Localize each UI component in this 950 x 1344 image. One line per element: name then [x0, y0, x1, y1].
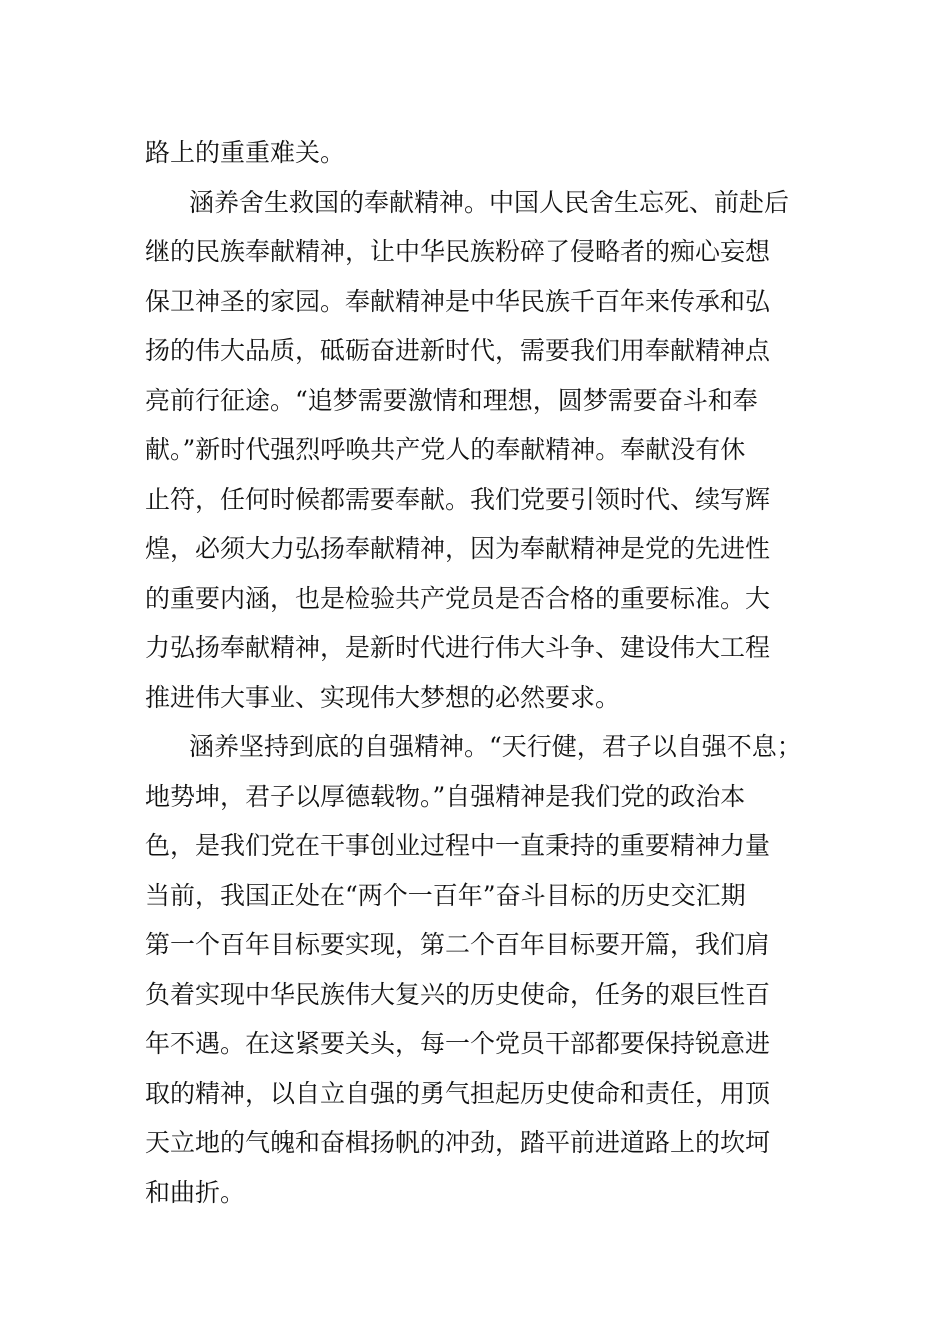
text-line: 亮前行征途。“追梦需要激情和理想，圆梦需要奋斗和奉	[145, 385, 758, 415]
text-line: 扬的伟大品质，砥砺奋进新时代，需要我们用奉献精神点	[145, 336, 771, 365]
text-line: 的重要内涵，也是检验共产党员是否合格的重要标准。大	[145, 583, 771, 613]
text-line: 天立地的气魄和奋楫扬帆的冲劲，踏平前进道路上的坎坷	[145, 1128, 771, 1157]
text-line: 献。”新时代强烈呼唤共产党人的奉献精神。奉献没有休	[145, 435, 746, 464]
text-line: 煌，必须大力弘扬奉献精神，因为奉献精神是党的先进性	[145, 534, 771, 563]
text-line: 止符，任何时候都需要奉献。我们党要引领时代、续写辉	[145, 484, 771, 514]
text-line: 力弘扬奉献精神，是新时代进行伟大斗争、建设伟大工程	[145, 633, 771, 662]
paragraph-first-line: 涵养舍生救国的奉献精神。中国人民舍生忘死、前赴后	[189, 187, 790, 217]
text-line: 色，是我们党在干事创业过程中一直秉持的重要精神力量	[145, 831, 771, 860]
text-line: 保卫神圣的家园。奉献精神是中华民族千百年来传承和弘	[145, 286, 771, 316]
text-line: 负着实现中华民族伟大复兴的历史使命，任务的艰巨性百	[145, 979, 771, 1009]
text-line: 继的民族奉献精神，让中华民族粉碎了侵略者的痴心妄想	[145, 237, 771, 266]
text-line: 第一个百年目标要实现，第二个百年目标要开篇，我们肩	[145, 930, 771, 959]
text-line: 当前，我国正处在“两个一百年”奋斗目标的历史交汇期	[145, 880, 746, 910]
text-line: 路上的重重难关。	[145, 138, 346, 167]
text-line: 地势坤，君子以厚德载物。”自强精神是我们党的政治本	[145, 781, 746, 811]
text-line: 取的精神，以自立自强的勇气担起历史使命和责任，用顶	[145, 1078, 771, 1108]
text-line: 和曲折。	[145, 1177, 246, 1207]
paragraph-first-line: 涵养坚持到底的自强精神。“天行健，君子以自强不息；	[189, 732, 802, 761]
body-text	[145, 128, 825, 1217]
text-line: 年不遇。在这紧要关头，每一个党员干部都要保持锐意进	[145, 1029, 771, 1058]
text-line: 推进伟大事业、实现伟大梦想的必然要求。	[145, 682, 621, 712]
